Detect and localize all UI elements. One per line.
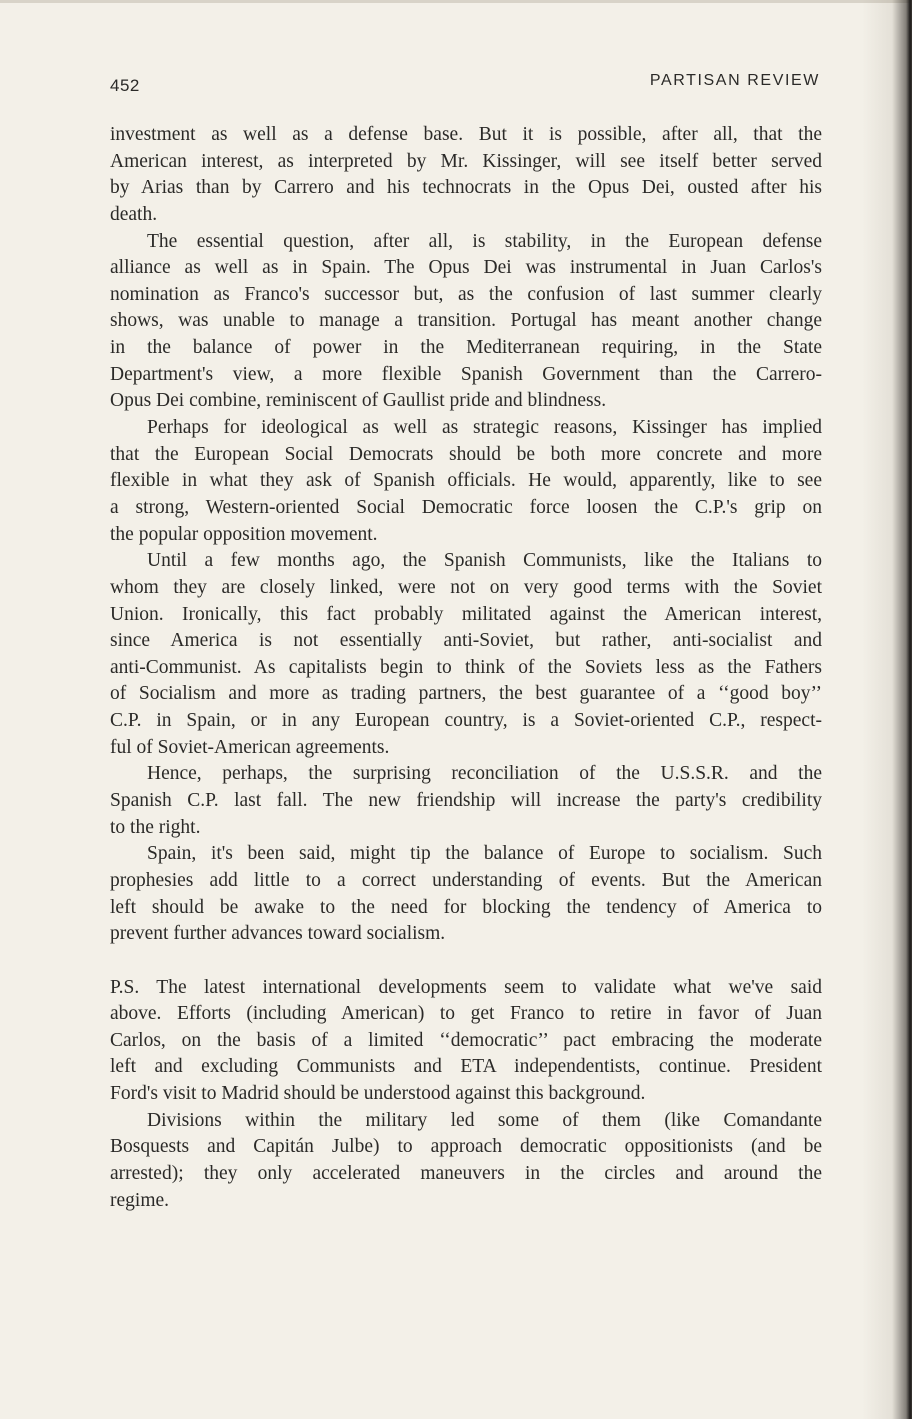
paragraph <box>110 229 822 415</box>
paragraph <box>110 548 822 761</box>
text-line: left and excluding Communists and ETA independentists, continue. President <box>110 1056 822 1078</box>
text-line: Carlos, on the basis of a limited ‘‘democratic’’ pact embracing the moderate <box>110 1029 822 1051</box>
body-text <box>110 122 822 1214</box>
text-line: Until a few months ago, the Spanish Communists, like the Italians to <box>147 550 822 572</box>
text-line: Opus Dei combine, reminiscent of Gaullist pride and blindness. <box>110 390 607 412</box>
text-line: shows, was unable to manage a transition. Portugal has meant another change <box>110 310 822 332</box>
text-line: nomination as Franco's successor but, as the confusion of last summer clearly <box>110 283 822 305</box>
text-line: Bosquests and Capitán Julbe) to approach democratic oppositionists (and be <box>110 1136 822 1158</box>
text-line: ful of Soviet-American agreements. <box>110 736 390 758</box>
text-line: flexible in what they ask of Spanish officials. He would, apparently, like to see <box>110 470 822 492</box>
paragraph <box>110 122 822 229</box>
paragraph <box>110 975 822 1108</box>
running-head: PARTISAN REVIEW <box>649 72 820 89</box>
text-line: regime. <box>110 1189 170 1211</box>
text-line: investment as well as a defense base. But it is possible, after all, that the <box>110 124 822 145</box>
text-line: of Socialism and more as trading partners, the best guarantee of a ‘‘good boy’’ <box>110 683 822 705</box>
text-line: prophesies add little to a correct understanding of events. But the American <box>110 869 822 891</box>
text-line: since America is not essentially anti-Soviet, but rather, anti-socialist and <box>110 630 822 652</box>
text-line: left should be awake to the need for blocking the tendency of America to <box>110 896 822 918</box>
text-line: The essential question, after all, is stability, in the European defense <box>147 230 822 252</box>
text-line: that the European Social Democrats should be both more concrete and more <box>110 443 822 465</box>
text-line: prevent further advances toward socialism. <box>110 923 446 945</box>
paragraph <box>110 415 822 548</box>
text-line: arrested); they only accelerated maneuvers in the circles and around the <box>110 1162 822 1184</box>
text-line: C.P. in Spain, or in any European country, is a Soviet-oriented C.P., respect- <box>110 710 822 732</box>
text-line: death. <box>110 203 158 225</box>
text-line: in the balance of power in the Mediterranean requiring, in the State <box>110 337 822 359</box>
text-line: Union. Ironically, this fact probably militated against the American interest, <box>110 603 822 625</box>
text-line: Department's view, a more flexible Spanish Government than the Carrero- <box>110 363 822 385</box>
text-line: anti-Communist. As capitalists begin to think of the Soviets less as the Fathers <box>110 656 822 678</box>
text-line: the popular opposition movement. <box>110 523 378 545</box>
text-line: alliance as well as in Spain. The Opus Dei was instrumental in Juan Carlos's <box>110 257 822 279</box>
page-top-edge <box>0 0 912 3</box>
paragraph <box>110 761 822 841</box>
page-number: 452 <box>110 76 140 95</box>
text-line: American interest, as interpreted by Mr. Kissinger, will see itself better served <box>110 150 822 172</box>
text-line: whom they are closely linked, were not on very good terms with the Soviet <box>110 576 822 598</box>
paragraph <box>110 1108 822 1215</box>
text-line: Spanish C.P. last fall. The new friendship will increase the party's credibility <box>110 790 822 812</box>
text-line: Divisions within the military led some of them (like Comandante <box>147 1109 822 1131</box>
text-line: Perhaps for ideological as well as strategic reasons, Kissinger has implied <box>147 417 822 439</box>
text-line: a strong, Western-oriented Social Democratic force loosen the C.P.'s grip on <box>110 496 822 518</box>
text-line: by Arias than by Carrero and his technocrats in the Opus Dei, ousted after his <box>110 177 822 199</box>
text-line: Ford's visit to Madrid should be understood against this background. <box>110 1083 646 1105</box>
text-line: to the right. <box>110 816 201 838</box>
text-line: above. Efforts (including American) to get Franco to retire in favor of Juan <box>110 1003 822 1025</box>
paragraph <box>110 841 822 948</box>
scan-binding-shadow <box>862 0 912 1419</box>
text-line: Spain, it's been said, might tip the balance of Europe to socialism. Such <box>147 843 822 865</box>
text-line: Hence, perhaps, the surprising reconciliation of the U.S.S.R. and the <box>147 763 822 785</box>
text-line: P.S. The latest international developments seem to validate what we've said <box>110 976 822 998</box>
